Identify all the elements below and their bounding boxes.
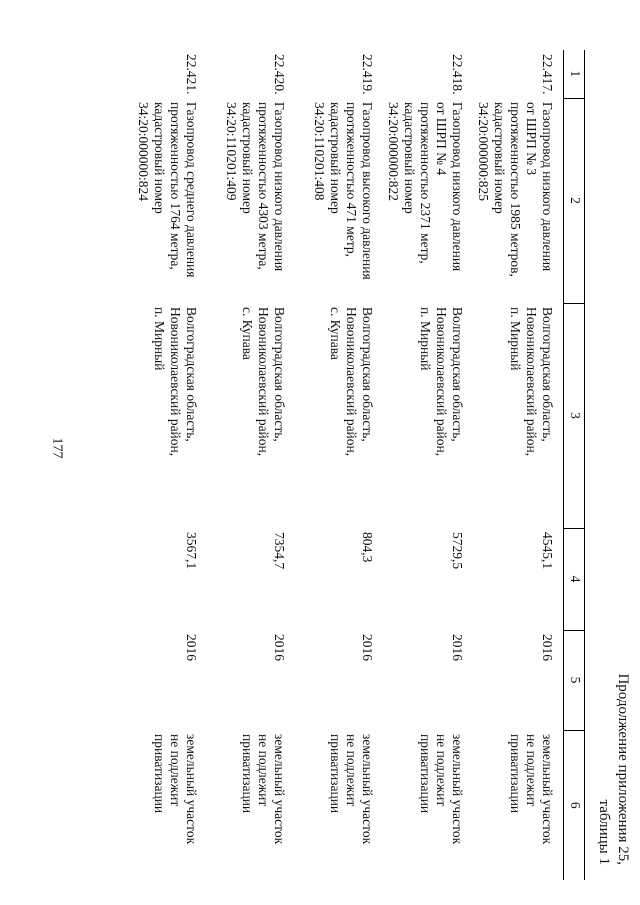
column-header: 3 xyxy=(564,303,585,528)
row-number: 22.421. xyxy=(184,54,199,95)
object-address-line: Волгоградская область, xyxy=(272,307,287,442)
object-address xyxy=(295,303,383,528)
object-note xyxy=(383,730,473,880)
object-name-line: кадастровый номер xyxy=(240,102,255,214)
object-address xyxy=(473,303,564,528)
object-name-line: 34:20:110201:408 xyxy=(312,102,327,201)
object-name xyxy=(473,98,564,303)
object-note xyxy=(295,730,383,880)
object-name-line: протяженностью 1764 метра, xyxy=(168,102,183,270)
object-note-line: земельный участок xyxy=(540,734,555,845)
object-address-line: п. Мирный xyxy=(418,307,433,371)
object-address-line: Новониколаевский район, xyxy=(168,307,183,457)
row-number: 22.418. xyxy=(450,54,465,95)
object-note-line: не подлежит xyxy=(256,734,271,807)
object-note-line: приватизации xyxy=(508,734,523,814)
object-name-line: кадастровый номер xyxy=(402,102,417,214)
object-value: 5729,5 xyxy=(450,532,465,570)
object-name-line: Газопровод низкого давления xyxy=(450,102,465,272)
object-note xyxy=(119,730,207,880)
object-name-line: от ШРП № 4 xyxy=(434,102,449,176)
table-row xyxy=(383,50,473,880)
object-address-line: Новониколаевский район, xyxy=(524,307,539,457)
object-address-line: Новониколаевский район, xyxy=(344,307,359,457)
object-value: 804,3 xyxy=(360,532,375,563)
column-header: 1 xyxy=(564,50,585,98)
table-header-row xyxy=(564,50,585,880)
object-year: 2016 xyxy=(540,634,555,661)
object-address-line: с. Купава xyxy=(328,307,343,360)
object-name-line: 34:20:000000:824 xyxy=(136,102,151,202)
object-name-line: Газопровод низкого давления xyxy=(540,102,555,272)
object-note-line: приватизации xyxy=(152,734,167,814)
row-number: 22.419. xyxy=(360,54,375,95)
object-address-line: Новониколаевский район, xyxy=(256,307,271,457)
object-name-line: 34:20:110201:409 xyxy=(224,102,239,201)
object-value: 4545,1 xyxy=(540,532,555,570)
object-address-line: Волгоградская область, xyxy=(360,307,375,442)
page-number: 177 xyxy=(49,437,65,459)
object-note-line: приватизации xyxy=(328,734,343,814)
object-value: 3567,1 xyxy=(184,532,199,570)
object-address-line: с. Купава xyxy=(240,307,255,360)
table-row xyxy=(119,50,207,880)
object-address-line: п. Мирный xyxy=(152,307,167,371)
object-note-line: приватизации xyxy=(418,734,433,814)
object-year: 2016 xyxy=(184,634,199,661)
object-note-line: земельный участок xyxy=(272,734,287,845)
object-name-line: Газопровод низкого давления xyxy=(272,102,287,272)
object-note-line: земельный участок xyxy=(450,734,465,845)
object-address xyxy=(383,303,473,528)
object-name xyxy=(119,98,207,303)
caption-line-2: таблицы 1 xyxy=(596,799,612,865)
table-row xyxy=(295,50,383,880)
table-row xyxy=(473,50,564,880)
continuation-caption xyxy=(594,605,632,865)
object-year: 2016 xyxy=(272,634,287,661)
object-note xyxy=(473,730,564,880)
object-address-line: Волгоградская область, xyxy=(184,307,199,442)
object-year: 2016 xyxy=(360,634,375,661)
object-name-line: Газопровод среднего давления xyxy=(184,102,199,278)
column-header: 4 xyxy=(564,528,585,630)
object-address-line: Волгоградская область, xyxy=(540,307,555,442)
table-body xyxy=(119,50,564,880)
object-name xyxy=(383,98,473,303)
object-note-line: не подлежит xyxy=(344,734,359,807)
object-name-line: протяженностью 471 метр, xyxy=(344,102,359,258)
object-name xyxy=(207,98,295,303)
property-table xyxy=(119,50,585,880)
object-name-line: Газопровод высокого давления xyxy=(360,102,375,280)
object-name-line: от ШРП № 3 xyxy=(524,102,539,176)
object-note-line: земельный участок xyxy=(184,734,199,845)
object-note-line: не подлежит xyxy=(168,734,183,807)
object-address xyxy=(119,303,207,528)
object-name-line: 34:20:000000:822 xyxy=(386,102,401,202)
object-address-line: Новониколаевский район, xyxy=(434,307,449,457)
table-row xyxy=(207,50,295,880)
caption-line-1: Продолжение приложения 25, xyxy=(615,673,631,865)
column-header: 6 xyxy=(564,730,585,880)
object-note-line: земельный участок xyxy=(360,734,375,845)
object-name-line: кадастровый номер xyxy=(152,102,167,214)
object-value: 7354,7 xyxy=(272,532,287,570)
object-note-line: приватизации xyxy=(240,734,255,814)
object-name-line: кадастровый номер xyxy=(328,102,343,214)
object-note-line: не подлежит xyxy=(524,734,539,807)
object-name-line: протяженностью 4303 метра, xyxy=(256,102,271,270)
column-header: 2 xyxy=(564,98,585,303)
row-number: 22.420. xyxy=(272,54,287,95)
object-address xyxy=(207,303,295,528)
object-note-line: не подлежит xyxy=(434,734,449,807)
object-note xyxy=(207,730,295,880)
object-name-line: кадастровый номер xyxy=(492,102,507,214)
object-address-line: Волгоградская область, xyxy=(450,307,465,442)
row-number: 22.417. xyxy=(540,54,555,95)
object-name-line: 34:20:000000:825 xyxy=(476,102,491,202)
object-year: 2016 xyxy=(450,634,465,661)
object-name-line: протяженностью 2371 метр, xyxy=(418,102,433,264)
object-address-line: п. Мирный xyxy=(508,307,523,371)
object-name-line: протяженностью 1985 метров, xyxy=(508,102,523,277)
object-name xyxy=(295,98,383,303)
column-header: 5 xyxy=(564,630,585,730)
